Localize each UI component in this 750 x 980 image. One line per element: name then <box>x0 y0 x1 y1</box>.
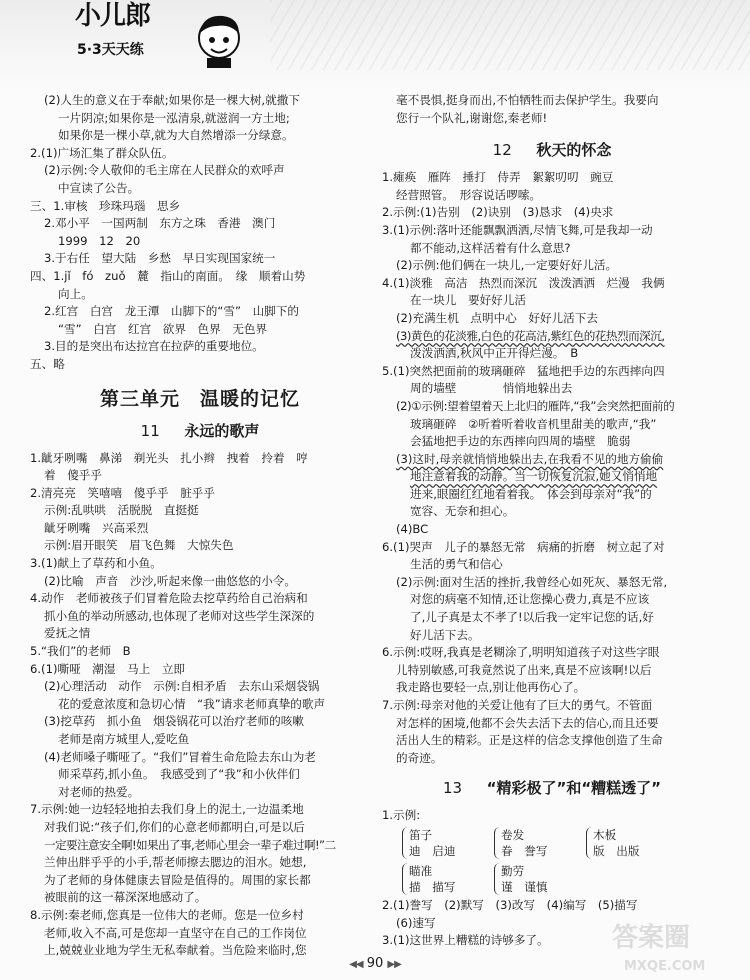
answer-line: 为了老师的身体健康去冒险是值得的。周围的家长都 <box>44 872 311 887</box>
answer-line: 的奇迹。 <box>396 750 443 765</box>
answer-line: 4.(1)淡雅 高洁 热烈而深沉 泼泼洒洒 烂漫 我俩 <box>382 275 665 290</box>
answer-line: 6.(1)嘶哑 潮湿 马上 立即 <box>30 661 186 676</box>
mascot-icon <box>193 12 245 70</box>
lesson-number: 11 <box>140 421 160 440</box>
answer-line: 在一块儿 要好好儿活 <box>410 293 526 308</box>
answer-line: 老师是南方城里人,爱吃鱼 <box>58 732 190 746</box>
answer-line: 活出人生的精彩。正是这样的信念支撑他创造了生命 <box>396 733 663 748</box>
next-arrows-icon: ▶▶ <box>387 959 401 970</box>
answer-line: 对您的病毫不知情,还让您操心费力,真是不应该 <box>410 592 650 607</box>
answer-line: 上,兢兢业业地为学生无私奉献着。当危险来临时,您 <box>44 943 307 958</box>
answer-line: 1.示例: <box>382 808 421 823</box>
page-number: 90 <box>366 956 384 971</box>
answer-line: 都不能动,这样活着有什么意思? <box>410 240 571 255</box>
lesson-title <box>382 137 722 163</box>
answer-line: 爱抚之情 <box>44 626 91 641</box>
answer-line: (2)比喻 声音 沙沙,听起来像一曲悠悠的小令。 <box>44 573 296 588</box>
word-brace-groups <box>402 827 722 895</box>
answer-line: 好儿活下去。 <box>410 627 480 642</box>
answer-line: 3.(1)示例:落叶还能飘飘洒洒,尽情飞舞,可是我却一动 <box>382 222 653 237</box>
answer-line: 1.龇牙咧嘴 鼻涕 剃光头 扎小辫 拽着 拎着 哼 <box>30 450 308 465</box>
brace-group: 木板 版 出版 <box>586 827 678 859</box>
answer-line: 周的墙壁 悄悄地躲出去 <box>410 381 573 396</box>
lesson-title <box>30 418 370 444</box>
answer-line: 儿特别敏感,可我竟然说了出来,真是不应该啊!以后 <box>396 662 652 677</box>
answer-line: 7.示例:母亲对他的关爱让他有了巨大的勇气。不管面 <box>382 698 653 712</box>
answer-line: 我走路也要轻一点,别让他再伤心了。 <box>396 680 586 695</box>
answer-line: 宽容、无奈和担心。 <box>410 504 515 519</box>
answer-line: 4.动作 老师被孩子们冒着危险去挖草药给自己治病和 <box>30 591 308 606</box>
lesson-name: “精彩极了”和“糟糕透了” <box>486 779 662 798</box>
answer-line: (2)心理活动 动作 示例:自相矛盾 去东山采烟袋锅 <box>44 679 320 694</box>
answer-line: 7.示例:她一边轻轻地拍去我们身上的泥土,一边温柔地 <box>30 802 304 817</box>
answer-line: 会猛地把手边的东西摔向四周的墙壁 脆弱 <box>410 434 631 449</box>
answer-line: 抓小鱼的举动所感动,也体现了老师对这些学生深深的 <box>44 608 315 623</box>
prev-arrows-icon: ◀◀ <box>349 959 363 970</box>
brand-logo <box>75 1 190 70</box>
answer-line: 2.邓小平 一国两制 东方之珠 香港 澳门 <box>44 216 276 231</box>
answer-line: 中宣读了公告。 <box>58 180 140 195</box>
logo-text: 小儿郎 <box>75 1 151 31</box>
brace-group: 卷发 眷 誊写 <box>494 827 586 859</box>
answer-line: 2.(1)广场汇集了群众队伍。 <box>30 145 174 160</box>
answer-line: 6.示例:哎呀,我真是老糊涂了,明明知道孩子对这些字眼 <box>382 645 660 660</box>
watermark-logo <box>612 923 732 976</box>
lesson-number: 13 <box>442 779 463 798</box>
answer-line: 毫不畏惧,挺身而出,不怕牺牲而去保护学生。我要向 <box>396 93 659 107</box>
answer-line: 经营照管。 形容说话啰嗦。 <box>396 187 541 202</box>
answer-line: 5.(1)突然把面前的玻璃砸碎 猛地把手边的东西摔向四 <box>382 363 665 378</box>
lesson-name: 永远的歌声 <box>184 421 260 440</box>
answer-line: 5.“我们”的老师 B <box>30 644 131 659</box>
answer-line: 地注意着我的动静。当一切恢复沉寂,她又悄悄地 <box>410 469 658 484</box>
brace-group: 瞄准 描 描写 <box>402 863 494 895</box>
answer-line: 龇牙咧嘴 兴高采烈 <box>44 520 149 535</box>
watermark-text: 答案圈 <box>612 923 691 953</box>
answer-line: 花的爱意浓度和急切心情 “我”请求老师真挚的歌声 <box>58 696 326 711</box>
answer-line: 2.清亮亮 笑嘻嘻 傻乎乎 脏乎乎 <box>30 485 215 500</box>
answer-line: 着 傻乎乎 <box>44 468 102 483</box>
answer-line: 玻璃砸碎 ②听着听着收音机里甜美的歌声,“我” <box>410 416 657 431</box>
lesson-name: 秋天的怀念 <box>536 141 612 160</box>
answer-line: 向上。 <box>58 286 93 301</box>
answer-line: 6.(1)哭声 儿子的暴怒无常 病痛的折磨 树立起了对 <box>382 539 665 554</box>
answer-line: 进来,眼圈红红地看着我。 体会到母亲对“我”的 <box>410 486 652 501</box>
header-decoration <box>270 0 750 70</box>
answer-line: 2.红宫 白宫 龙王潭 山脚下的“雪” 山脚下的 <box>44 304 299 319</box>
answer-line: 示例:眉开眼笑 眉飞色舞 大惊失色 <box>44 538 234 553</box>
answer-line: “雪” 白宫 红宫 欲界 色界 无色界 <box>58 321 268 336</box>
answer-line: 如果你是一棵小草,就为大自然增添一分绿意。 <box>58 128 294 143</box>
answer-line: (2)人生的意义在于奉献;如果你是一棵大树,就撒下 <box>44 93 300 107</box>
answer-line: 8.示例:秦老师,您真是一位伟大的老师。您是一位乡村 <box>30 907 304 922</box>
answer-line: 1.瘫痪 雁阵 捶打 侍弄 絮絮叨叨 豌豆 <box>382 170 614 185</box>
answer-line: 2.(1)誊写 (2)默写 (3)改写 (4)编写 (5)描写 <box>382 897 638 912</box>
answer-line: (2)示例:面对生活的挫折,我曾经心如死灰、暴怒无常, <box>396 574 668 589</box>
answer-line: (3)黄色的花淡雅,白色的花高洁,紫红色的花热烈而深沉, <box>396 328 665 343</box>
answer-line: (2)示例:令人敬仰的毛主席在人民群众的欢呼声 <box>44 163 285 178</box>
answer-line: 四、1.jǐ fó zuǒ 麓 指山的南面。 缘 顺着山势 <box>30 268 306 283</box>
answer-line: (4)BC <box>396 522 429 537</box>
answer-line: 被眼前的这一幕深深地感动了。 <box>44 890 207 905</box>
answer-line: (3)挖草药 抓小鱼 烟袋锅花可以治疗老师的咳嗽 <box>44 714 304 729</box>
left-column <box>30 92 370 960</box>
brace-group: 勤劳 谨 谨慎 <box>494 863 586 895</box>
answer-line: (2)①示例:望着望着天上北归的雁阵,“我”会突然把面前的 <box>396 398 675 413</box>
answer-line: 五、略 <box>30 356 65 371</box>
answer-line: 兰伸出胖乎乎的小手,帮老师擦去腮边的泪水。她想, <box>44 855 307 870</box>
answer-line: 一片阴凉;如果你是一泓清泉,就滋润一方土地; <box>58 110 290 125</box>
answer-line: 生活的勇气和信心 <box>410 557 503 572</box>
answer-line: (2)示例:他们俩在一块儿,一定要好好儿活。 <box>396 258 618 273</box>
answer-line: 3.(1)献上了草药和小鱼。 <box>30 556 162 571</box>
answer-line: 师采草药,抓小鱼。 我感受到了“我”和小伙伴们 <box>58 767 300 782</box>
answer-line: 了,儿子真是太不孝了!以后我一定牢记您的话,好 <box>410 610 654 625</box>
answer-line: (6)速写 <box>396 915 436 930</box>
answer-line: 示例:乱哄哄 活脱脱 直挺挺 <box>44 503 199 518</box>
answer-line: 对我们说:“孩子们,你们的心意老师都明白,可是以后 <box>44 819 305 834</box>
lesson-number: 12 <box>492 141 512 160</box>
answer-line: 2.示例:(1)告别 (2)诀别 (3)恳求 (4)央求 <box>382 205 614 220</box>
answer-line: 三、1.审核 珍珠玛瑙 思乡 <box>30 198 181 213</box>
answer-line: (4)老师嗓子嘶哑了。“我们”冒着生命危险去东山为老 <box>44 749 316 764</box>
answer-line: 对怎样的困境,他都不会失去活下去的信心,而且还要 <box>396 715 659 730</box>
right-column <box>382 92 722 950</box>
answer-line: 3.于右任 望大陆 乡愁 早日实现国家统一 <box>44 251 276 266</box>
answer-line: 1999 12 20 <box>58 233 141 248</box>
answer-line: 3.目的是突出布达拉宫在拉萨的重要地位。 <box>44 339 264 354</box>
lesson-title <box>382 775 722 801</box>
answer-line: 一定要注意安全啊!如果出了事,老师心里会一辈子难过啊!”二 <box>44 837 336 852</box>
answer-line: 您行一个队礼,谢谢您,秦老师! <box>396 110 548 125</box>
brace-group: 笛子 迪 启迪 <box>402 827 494 859</box>
answer-line: 泼泼洒洒,秋风中正开得烂漫。 B <box>410 346 579 361</box>
answer-line: (2)充满生机 点明中心 好好儿活下去 <box>396 310 598 325</box>
answer-line: 老师,收入不高,可是您却一直坚守在自己的工作岗位 <box>44 925 307 940</box>
answer-line: 对老师的热爱。 <box>58 784 140 799</box>
series-name: 5·3天天练 <box>77 42 144 58</box>
answer-line: (3)这时,母亲就悄悄地躲出去,在我看不见的地方偷偷 <box>396 451 664 466</box>
answer-line: 3.(1)这世界上糟糕的诗够多了。 <box>382 933 549 948</box>
watermark-site: MXQE.COM <box>624 959 706 974</box>
unit-title: 第三单元 温暖的记忆 <box>99 387 300 410</box>
